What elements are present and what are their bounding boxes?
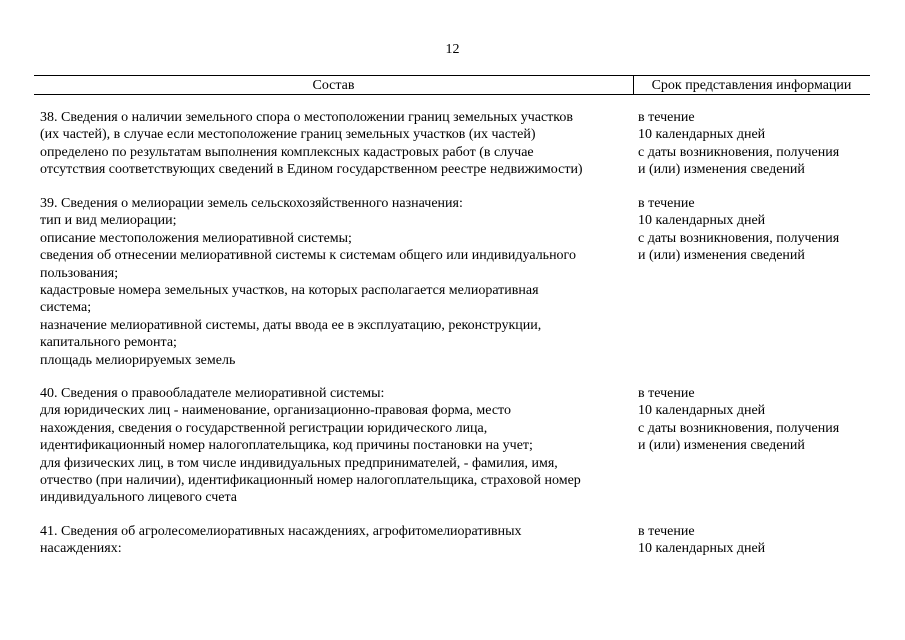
deadline-line: с даты возникновения, получения — [638, 420, 840, 436]
table-header-composition: Состав — [312, 78, 355, 93]
table-header-bottom-rule — [34, 94, 870, 95]
composition-line: (их частей), в случае если местоположение границ земельных участков (их частей) — [40, 127, 536, 143]
deadline-line: с даты возникновения, получения — [638, 230, 840, 246]
deadline-line: в течение — [638, 196, 695, 211]
composition-line: индивидуального лицевого счета — [40, 490, 238, 506]
deadline-line: в течение — [638, 110, 695, 125]
table-header-deadline: Срок представления информации — [651, 78, 852, 93]
composition-line: 40. Сведения о правообладателе мелиоративной системы: — [40, 386, 385, 401]
deadline-line: и (или) изменения сведений — [638, 162, 805, 178]
entry-composition — [40, 109, 632, 179]
deadline-line: 10 календарных дней — [638, 127, 766, 143]
composition-line: отчество (при наличии), идентификационный номер налогоплательщика, страховой номер — [40, 473, 581, 489]
composition-line: для физических лиц, в том числе индивидуальных предпринимателей, - фамилия, имя, — [40, 455, 558, 471]
composition-line: определено по результатам выполнения комплексных кадастровых работ (в случае — [40, 144, 534, 160]
deadline-line: и (или) изменения сведений — [638, 248, 805, 264]
composition-line: идентификационный номер налогоплательщика, код причины постановки на учет; — [40, 438, 533, 454]
composition-line: назначение мелиоративной системы, даты ввода ее в эксплуатацию, реконструкции, — [40, 317, 542, 333]
deadline-line: 10 календарных дней — [638, 541, 766, 557]
composition-line: описание местоположения мелиоративной системы; — [40, 230, 352, 246]
composition-line: кадастровые номера земельных участков, на которых располагается мелиоративная — [40, 283, 539, 299]
composition-line: 39. Сведения о мелиорации земель сельскохозяйственного назначения: — [40, 196, 463, 211]
composition-line: 41. Сведения об агролесомелиоративных насаждениях, агрофитомелиоративных — [40, 524, 522, 539]
composition-line: отсутствия соответствующих сведений в Едином государственном реестре недвижимости) — [40, 162, 583, 178]
entry-composition — [40, 195, 632, 369]
deadline-line: в течение — [638, 386, 695, 401]
entry-deadline — [638, 523, 870, 558]
entry-composition — [40, 385, 632, 507]
entry-composition — [40, 523, 632, 558]
deadline-line: 10 календарных дней — [638, 213, 766, 229]
deadline-line: 10 календарных дней — [638, 403, 766, 419]
composition-line: система; — [40, 300, 92, 316]
composition-line: сведения об отнесении мелиоративной системы к системам общего или индивидуального — [40, 248, 576, 264]
composition-line: пользования; — [40, 265, 119, 281]
page-number: 12 — [445, 42, 460, 57]
entry-deadline — [638, 109, 870, 179]
entry-deadline — [638, 195, 870, 265]
composition-line: для юридических лиц - наименование, организационно-правовая форма, место — [40, 403, 511, 419]
composition-line: нахождения, сведения о государственной регистрации юридического лица, — [40, 420, 488, 436]
deadline-line: с даты возникновения, получения — [638, 144, 840, 160]
composition-line: насаждениях: — [40, 541, 122, 557]
deadline-line: в течение — [638, 524, 695, 539]
composition-line: площадь мелиорируемых земель — [40, 352, 236, 368]
entry-deadline — [638, 385, 870, 455]
deadline-line: и (или) изменения сведений — [638, 438, 805, 454]
composition-line: тип и вид мелиорации; — [40, 213, 177, 229]
composition-line: 38. Сведения о наличии земельного спора о местоположении границ земельных участков — [40, 110, 573, 125]
composition-line: капитального ремонта; — [40, 335, 177, 351]
table-header-top-rule — [34, 75, 870, 76]
